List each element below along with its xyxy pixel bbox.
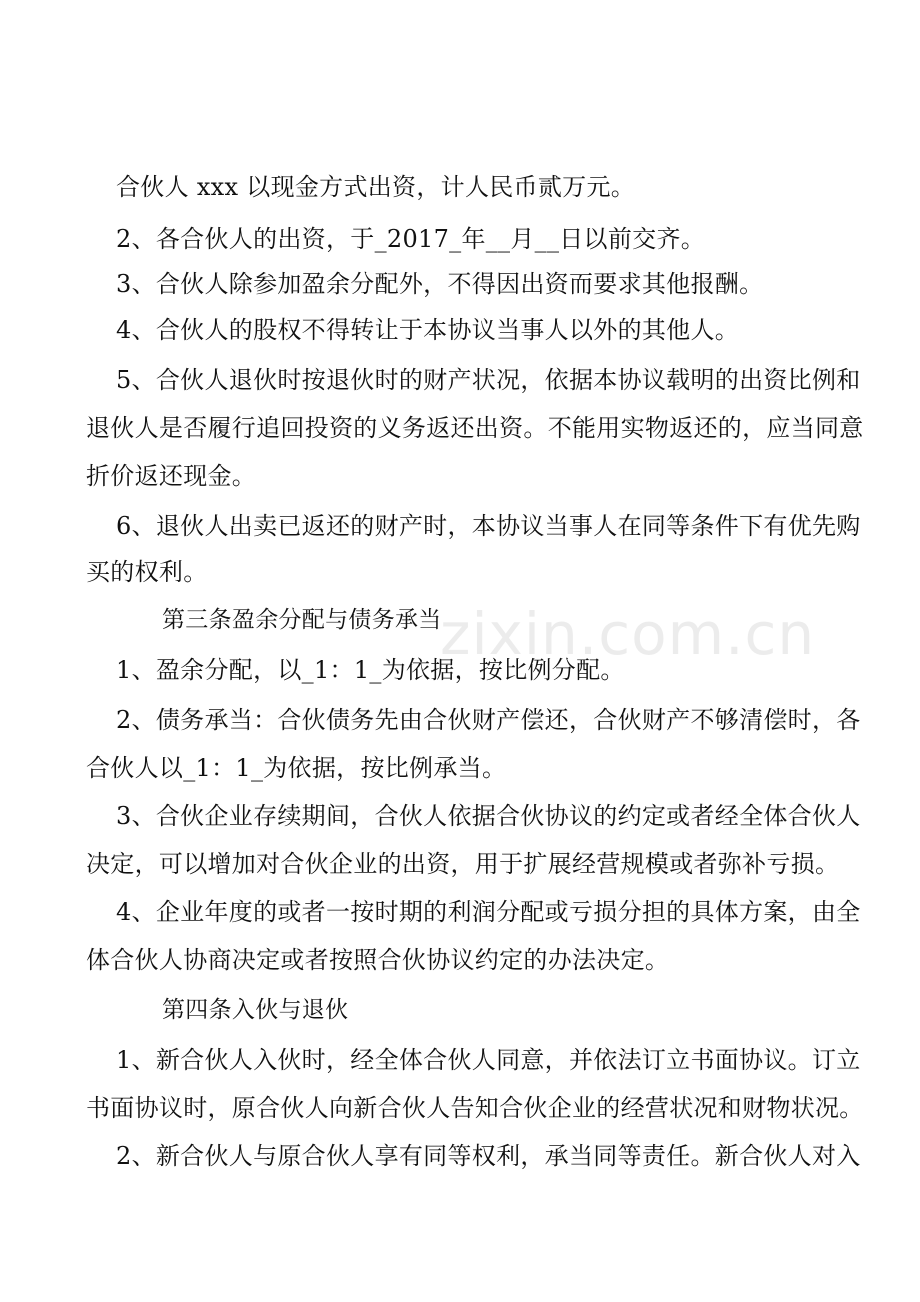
- paragraph-line: 2、债务承当：合伙债务先由合伙财产偿还，合伙财产不够清偿时，各: [116, 706, 861, 734]
- paragraph-line: 4、企业年度的或者一按时期的利润分配或亏损分担的具体方案，由全: [116, 898, 861, 926]
- paragraph-line: 书面协议时，原合伙人向新合伙人告知合伙企业的经营状况和财物状况。: [86, 1094, 864, 1122]
- paragraph-line: 1、新合伙人入伙时，经全体合伙人同意，并依法订立书面协议。订立: [116, 1046, 861, 1074]
- paragraph-line: 体合伙人协商决定或者按照合伙协议约定的办法决定。: [86, 946, 670, 974]
- paragraph-line: 2、新合伙人与原合伙人享有同等权利，承当同等责任。新合伙人对入: [116, 1142, 861, 1170]
- paragraph-line: 合伙人 xxx 以现金方式出资，计人民币贰万元。: [116, 173, 636, 201]
- paragraph-line: 1、盈余分配，以_1：1_为依据，按比例分配。: [116, 656, 625, 684]
- paragraph-line: 3、合伙企业存续期间，合伙人依据合伙协议的约定或者经全体合伙人: [116, 802, 861, 830]
- paragraph-line: 决定，可以增加对合伙企业的出资，用于扩展经营规模或者弥补亏损。: [86, 850, 840, 878]
- paragraph-line: 3、合伙人除参加盈余分配外，不得因出资而要求其他报酬。: [116, 270, 764, 298]
- watermark-text: zixin.com.cn: [440, 600, 816, 668]
- paragraph-line: 合伙人以_1：1_为依据，按比例承当。: [86, 754, 507, 782]
- paragraph-line: 退伙人是否履行追回投资的义务返还出资。不能用实物返还的，应当同意: [86, 414, 864, 442]
- paragraph-line: 买的权利。: [86, 558, 208, 586]
- paragraph-line: 2、各合伙人的出资，于_2017_年__月__日以前交齐。: [116, 225, 706, 253]
- paragraph-line: 4、合伙人的股权不得转让于本协议当事人以外的其他人。: [116, 316, 740, 344]
- paragraph-line: 6、退伙人出卖已返还的财产时，本协议当事人在同等条件下有优先购: [116, 512, 861, 540]
- section-heading: 第三条盈余分配与债务承当: [162, 607, 442, 633]
- paragraph-line: 折价返还现金。: [86, 462, 257, 490]
- paragraph-line: 5、合伙人退伙时按退伙时的财产状况，依据本协议载明的出资比例和: [116, 366, 861, 394]
- section-heading: 第四条入伙与退伙: [162, 997, 349, 1023]
